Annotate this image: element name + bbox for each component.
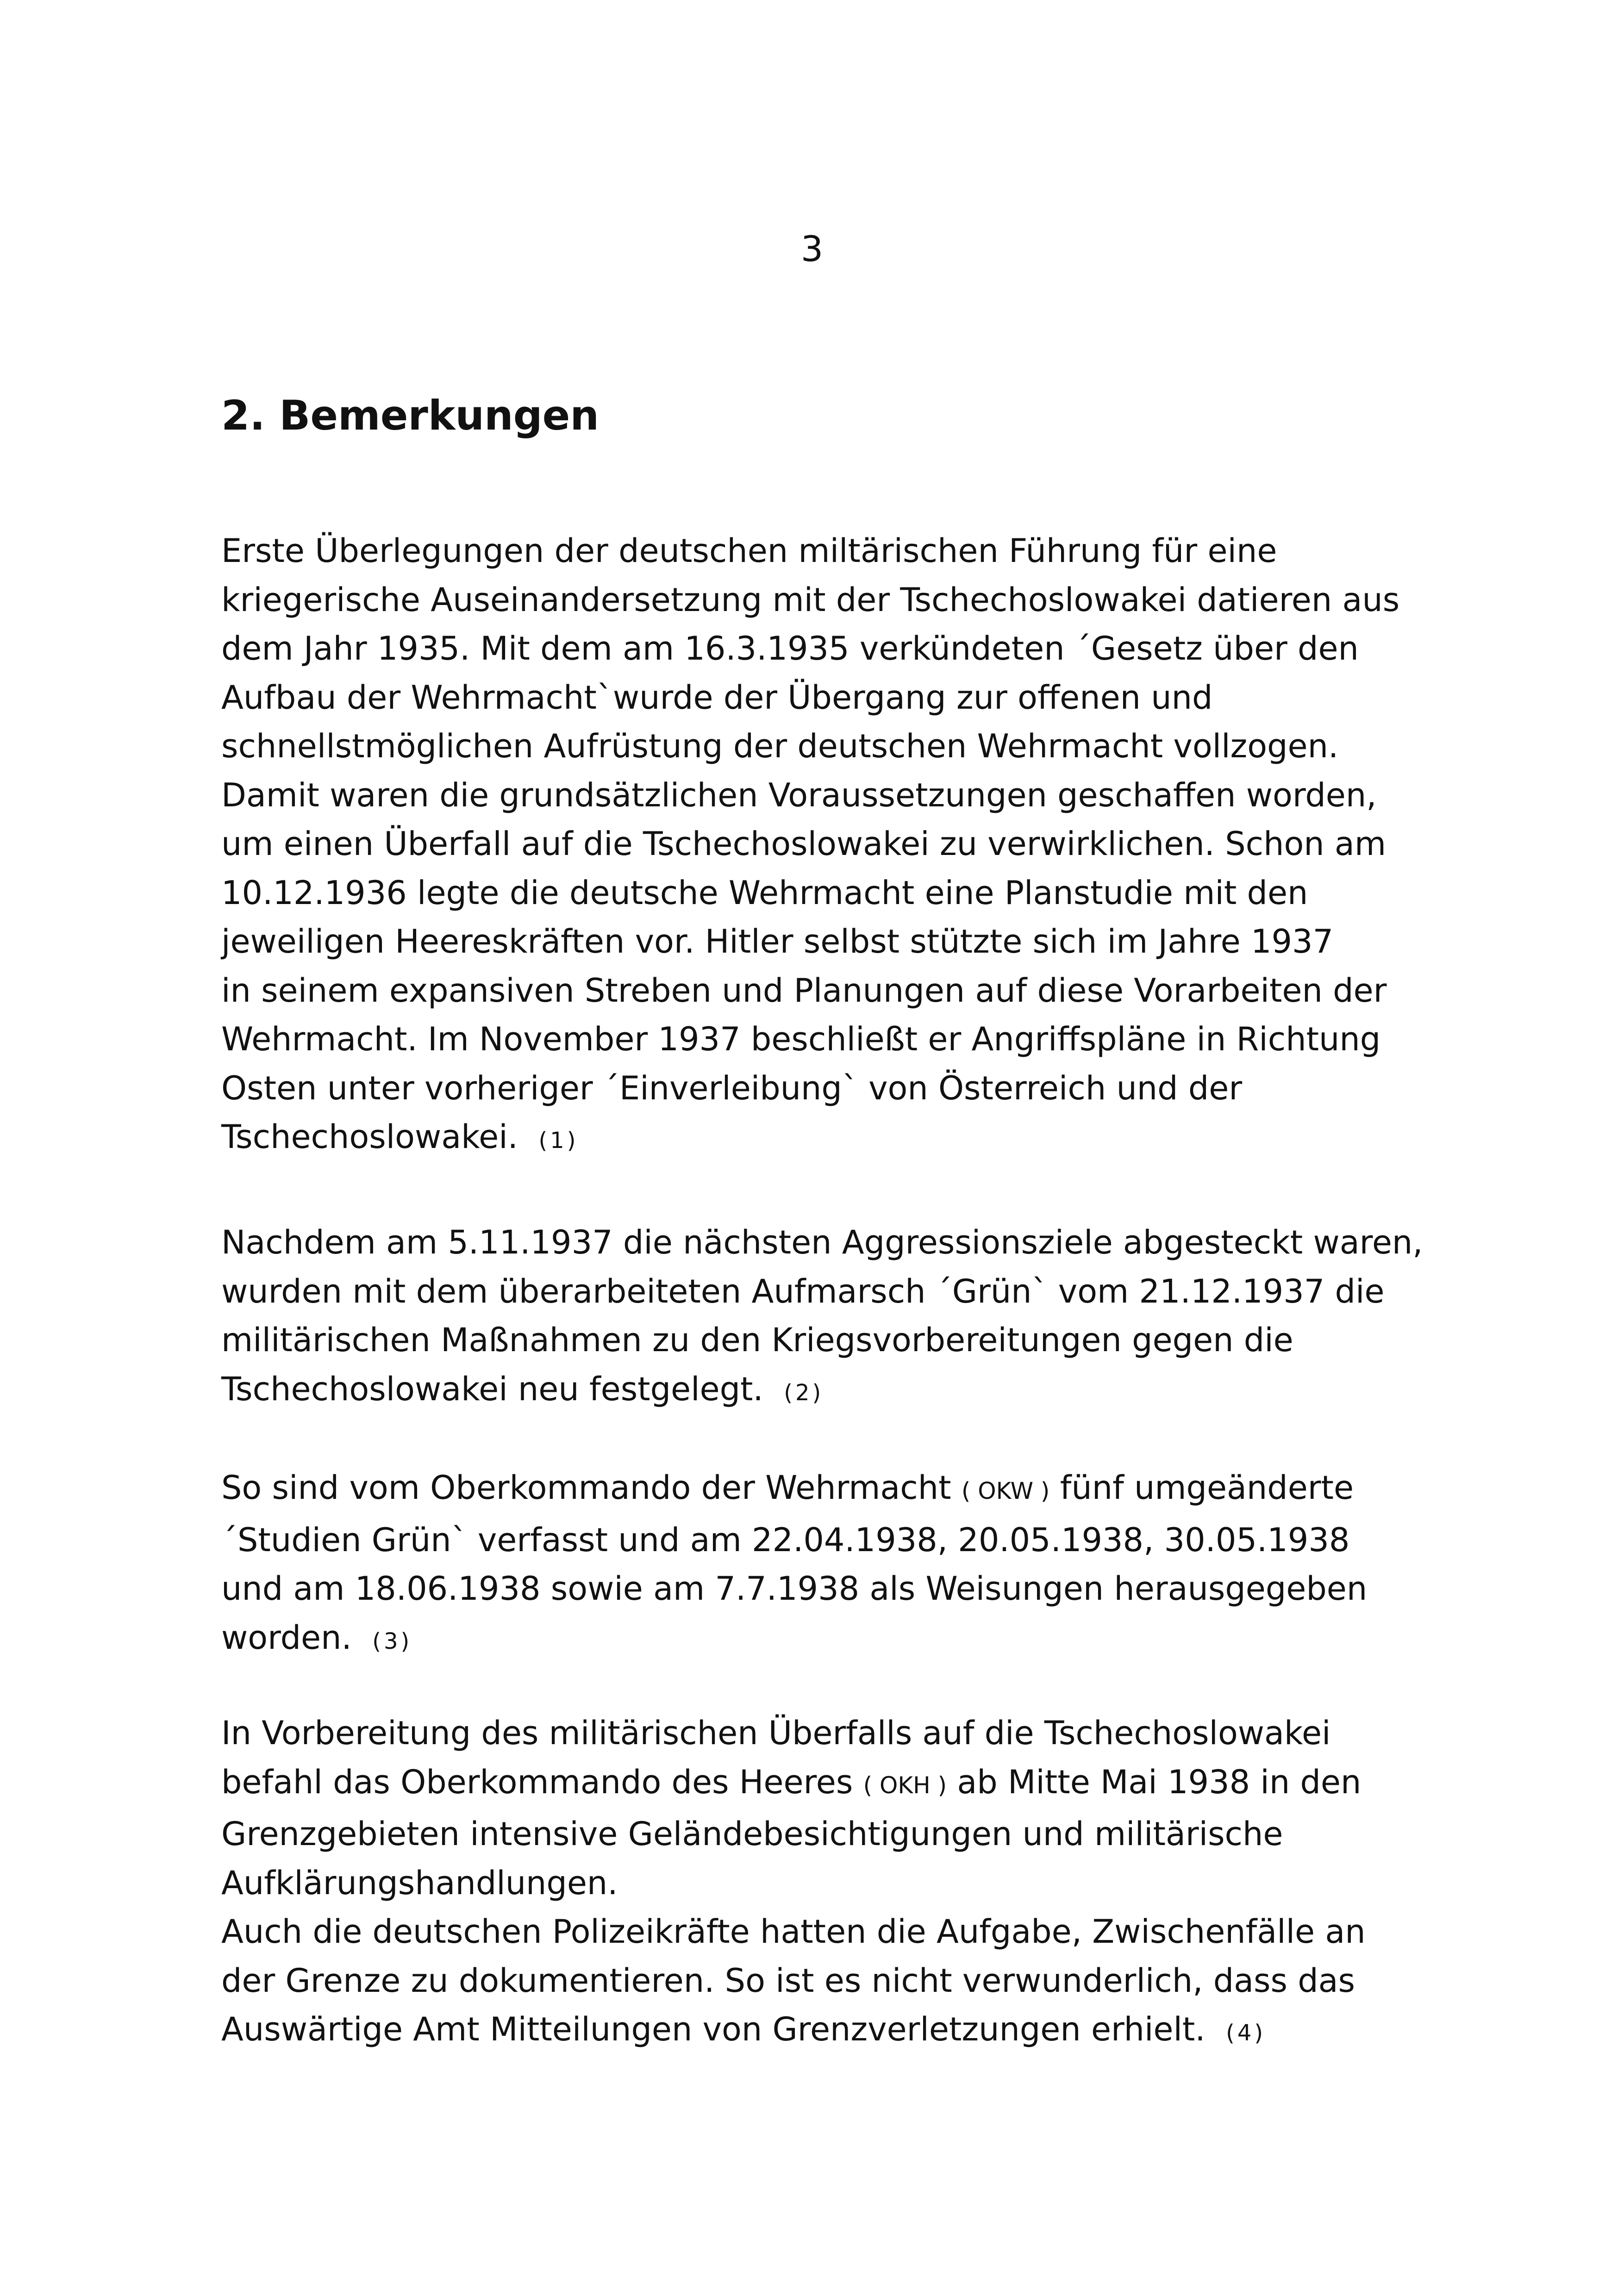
text-line: wurden mit dem überarbeiteten Aufmarsch ´Grün` vom 21.12.1937 die — [221, 1272, 1385, 1310]
text-line: Aufklärungshandlungen. — [221, 1864, 618, 1902]
text-line-content: fünf umgeänderte — [1049, 1469, 1354, 1507]
page-number: 3 — [800, 228, 824, 269]
text-line: In Vorbereitung des militärischen Überfalls auf die Tschechoslowakei — [221, 1714, 1331, 1752]
text-line-content: befahl das Oberkommando des Heeres — [221, 1763, 863, 1801]
footnote-ref-2: (2) — [784, 1379, 824, 1406]
text-line: jeweiligen Heereskräften vor. Hitler selbst stützte sich im Jahre 1937 — [221, 923, 1334, 960]
text-line — [221, 1758, 1366, 1810]
abbreviation-okh: ( OKH ) — [863, 1771, 947, 1799]
text-line-content: Auswärtige Amt Mitteilungen von Grenzverletzungen erhielt. — [221, 2010, 1206, 2048]
text-line — [221, 1614, 1367, 1666]
text-line: Nachdem am 5.11.1937 die nächsten Aggressionsziele abgesteckt waren, — [221, 1223, 1423, 1261]
footnote-ref-3: (3) — [372, 1628, 412, 1654]
text-line — [221, 1464, 1367, 1516]
abbreviation-okw: ( OKW ) — [961, 1478, 1050, 1504]
text-line: militärischen Maßnahmen zu den Kriegsvorbereitungen gegen die — [221, 1321, 1293, 1359]
text-line — [221, 1365, 1423, 1418]
text-line: Damit waren die grundsätzlichen Voraussetzungen geschaffen worden, — [221, 776, 1377, 814]
text-line: Grenzgebieten intensive Geländebesichtigungen und militärische — [221, 1815, 1283, 1853]
text-line — [221, 1113, 1399, 1166]
text-line: und am 18.06.1938 sowie am 7.7.1938 als Weisungen herausgegeben — [221, 1570, 1368, 1608]
text-line: Osten unter vorheriger ´Einverleibung` von Österreich und der — [221, 1069, 1243, 1107]
text-line: 10.12.1936 legte die deutsche Wehrmacht eine Planstudie mit den — [221, 873, 1308, 912]
text-line: in seinem expansiven Streben und Planungen auf diese Vorarbeiten der — [221, 971, 1387, 1010]
paragraph-2 — [221, 1218, 1423, 1417]
text-line — [221, 2005, 1366, 2058]
paragraph-4 — [221, 1709, 1366, 2058]
text-line: der Grenze zu dokumentieren. So ist es nicht verwunderlich, dass das — [221, 1961, 1355, 2000]
text-line: ´Studien Grün` verfasst und am 22.04.1938, 20.05.1938, 30.05.1938 — [221, 1521, 1350, 1559]
text-line: Auch die deutschen Polizeikräfte hatten die Aufgabe, Zwischenfälle an — [221, 1913, 1366, 1951]
text-line: Wehrmacht. Im November 1937 beschließt er Angriffspläne in Richtung — [221, 1020, 1381, 1058]
text-line-content: Tschechoslowakei neu festgelegt. — [221, 1370, 763, 1408]
text-line-content: worden. — [221, 1618, 352, 1657]
text-line-content: Tschechoslowakei. — [221, 1118, 518, 1156]
text-line: um einen Überfall auf die Tschechoslowakei zu verwirklichen. Schon am — [221, 825, 1387, 863]
text-line: schnellstmöglichen Aufrüstung der deutschen Wehrmacht vollzogen. — [221, 727, 1339, 765]
text-line: Erste Überlegungen der deutschen miltärischen Führung für eine — [221, 532, 1277, 570]
section-heading: 2. Bemerkungen — [221, 392, 599, 439]
paragraph-1 — [221, 527, 1399, 1166]
text-line-content: So sind vom Oberkommando der Wehrmacht — [221, 1469, 962, 1507]
text-line-content: ab Mitte Mai 1938 in den — [947, 1763, 1362, 1801]
paragraph-3 — [221, 1464, 1367, 1666]
text-line: dem Jahr 1935. Mit dem am 16.3.1935 verkündeten ´Gesetz über den — [221, 630, 1359, 667]
text-line: Aufbau der Wehrmacht`wurde der Übergang zur offenen und — [221, 678, 1213, 717]
footnote-ref-1: (1) — [538, 1128, 579, 1154]
footnote-ref-4: (4) — [1226, 2020, 1266, 2046]
text-line: kriegerische Auseinandersetzung mit der Tschechoslowakei datieren aus — [221, 580, 1400, 619]
